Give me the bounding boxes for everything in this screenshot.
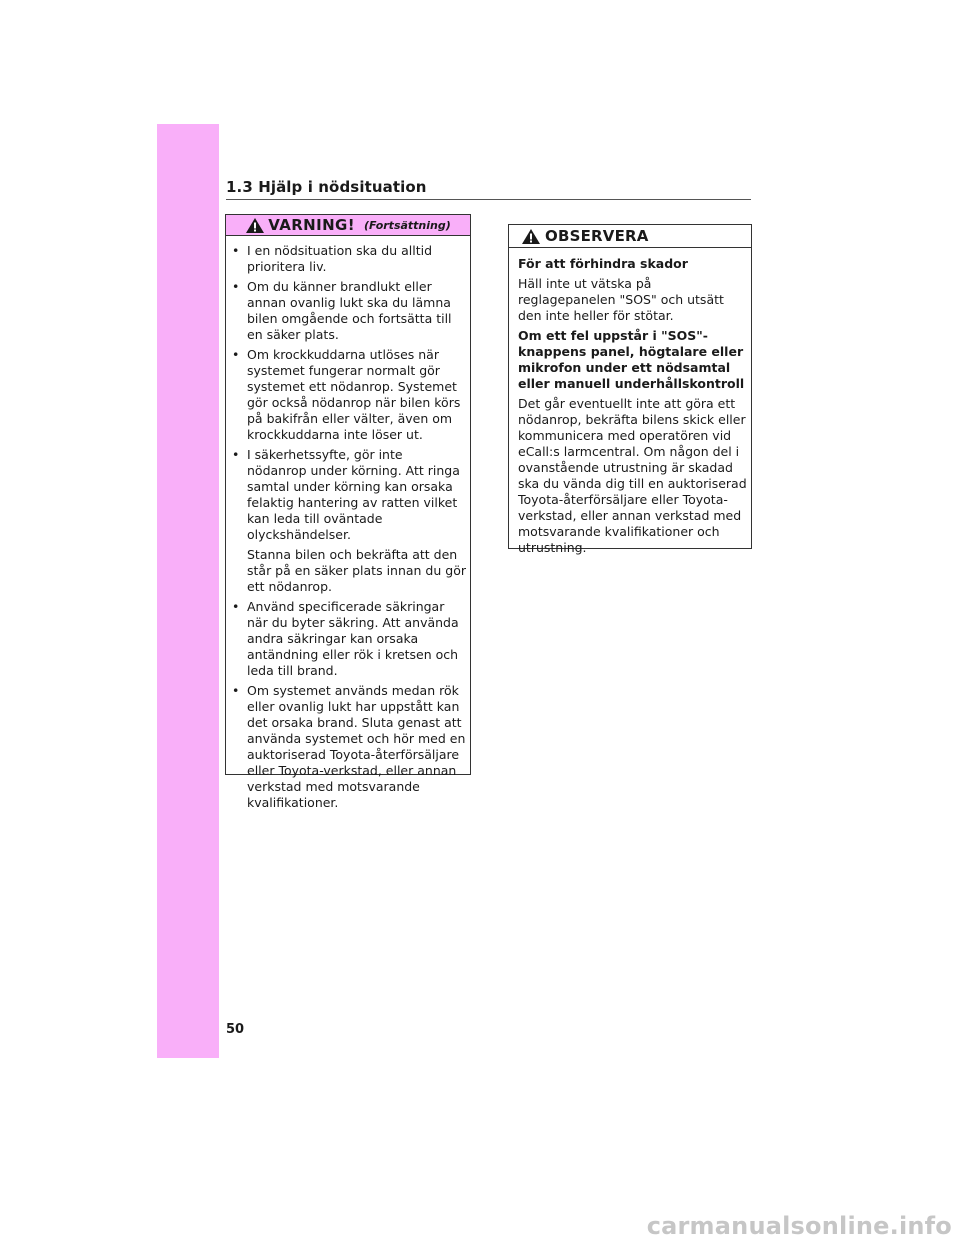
warning-item [232,683,466,811]
warning-item [232,447,466,595]
warning-item-text: • Om systemet används medan rök eller ovanlig lukt har uppstått kan det orsaka brand. Sluta genast att använda systemet och hör med en auktoriserad Toyota-återförsäljare eller Toyota-verkstad, eller annan verkstad med motsvarande kvalifikationer. [247,683,466,810]
observera-title: OBSERVERA [545,227,649,245]
section-divider [226,199,751,200]
warning-item-text: • I säkerhetssyfte, gör inte nödanrop under körning. Att ringa samtal under körning kan orsaka felaktig hantering av ratten vilket kan leda till oväntade olyckshändelser. [247,447,460,542]
warning-item [232,243,466,275]
warning-item [232,599,466,679]
observera-paragraph: Det går eventuellt inte att göra ett nödanrop, bekräfta bilens skick eller kommunicera med operatören vid eCall:s larmcentral. Om någon del i ovanstående utrustning är skadad ska du vända dig till en auktoriserad Toyota-återförsäljare eller Toyota-verkstad, eller annan verkstad med motsvarande kvalifikationer och utrustning. [518,396,747,555]
observera-header [509,225,751,248]
warning-item [232,279,466,343]
observera-paragraph: Häll inte ut vätska på reglagepanelen "SOS" och utsätt den inte heller för stötar. [518,276,724,323]
warning-header [226,215,470,236]
warning-list [226,236,470,811]
observera-heading: Om ett fel uppstår i "SOS"-knappens panel, högtalare eller mikrofon under ett nödsamtal eller manuell underhållskontroll [518,328,745,391]
warning-item-text: • Om krockkuddarna utlöses när systemet fungerar normalt gör systemet ett nödanrop. Systemet gör också nödanrop när bilen körs på bakifrån eller välter, även om krockkuddarna inte löser ut. [247,347,461,442]
section-title: 1.3 Hjälp i nödsituation [226,178,427,196]
observera-box [508,224,752,555]
warning-continuation: (Fortsättning) [364,218,451,232]
warning-box [225,214,471,810]
warning-item-text: Stanna bilen och bekräfta att den står på en säker plats innan du gör ett nödanrop. [247,547,466,594]
warning-title: VARNING! [268,216,356,234]
warning-triangle-icon [245,217,265,234]
observera-body [509,248,751,556]
warning-item-text: • Använd specificerade säkringar när du byter säkring. Att använda andra säkringar kan orsaka antändning eller rök i kretsen och leda till brand. [247,599,459,678]
warning-item-text: • I en nödsituation ska du alltid prioritera liv. [247,243,433,274]
chapter-side-tab [157,124,219,1058]
warning-triangle-icon [521,228,541,245]
warning-item [232,347,466,443]
watermark: carmanualsonline.info [646,1212,952,1240]
warning-item-text: • Om du känner brandlukt eller annan ovanlig lukt ska du lämna bilen omgående och fortsätta till en säker plats. [247,279,452,342]
page-number: 50 [226,1022,245,1037]
observera-heading: För att förhindra skador [518,256,688,271]
